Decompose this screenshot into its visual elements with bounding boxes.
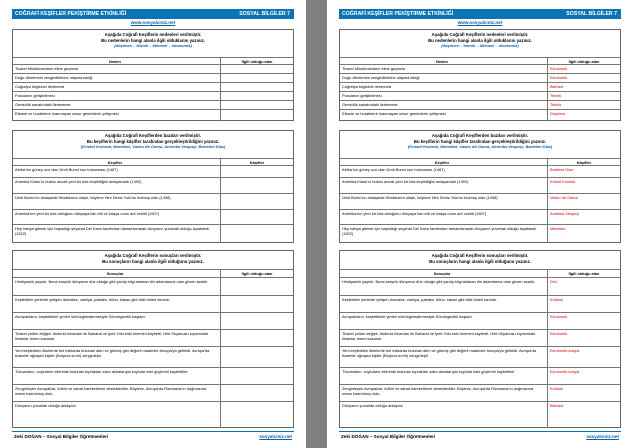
- answer-text: Ekonomik: [550, 331, 568, 336]
- table-row: Tüccarların, soyluların ellerinde bulunan toprakları satın almalarıyla soylular eski güçlerini kaybettiler.: [13, 367, 293, 384]
- section-instruction: Bu keşiflerin hangi kâşifler tarafından gerçekleştirildiğini yazınız.: [86, 139, 220, 145]
- footer-site-link[interactable]: sosyalciniz.net: [259, 434, 292, 439]
- section-hint: (düşünce – teknik – bilimsel – ekonomik): [441, 43, 519, 49]
- worksheet-page-blank: [0, 0, 306, 448]
- answer-text: Ekonomik: [550, 314, 568, 319]
- section-causes: [12, 29, 294, 121]
- section-instruction: Bu sonuçların hangi alanla ilgili olduğunu yazınız.: [429, 259, 531, 265]
- section-instruction: Bu nedenlerin hangi alanla ilgili olduklarını yazınız.: [428, 38, 532, 44]
- answer-text: Bilimsel: [550, 403, 564, 408]
- section-hint: (Kristof Kolomb, Macellan, Vasko dö Gama, Amerika Vespuçi, Bartelmi Diaz): [407, 144, 553, 150]
- table-row: Efsane ve hurafelere inanmayan cesur gemicilerin yetişmesi: [13, 109, 293, 121]
- table-row: Hep batıya gitmek için başlattığı seyahat Del Kano tarafından tamamlanarak dünyanın yuvarlak olduğu ispatlandı (1522) Macellan: [340, 224, 620, 243]
- section-instruction: Bu sonuçların hangi alanla ilgili olduğunu yazınız.: [102, 259, 204, 265]
- table-header: Keşifler Kâşifler: [13, 158, 293, 165]
- answer-text: Ekonomik: [550, 75, 568, 80]
- table-row: Pusulanın geliştirilmesi: [13, 91, 293, 100]
- header-subject: SOSYAL BİLGİLER 7: [239, 11, 290, 17]
- table-row: Dünyanın yuvarlak olduğu anlaşıldı.: [13, 401, 293, 428]
- table-row: Hristiyanlık yayıldı. Buna karşılık dünyanın düz olduğu gibi yanlış bilgi aktaran din adamlarına olan güven azaldı.: [13, 277, 293, 295]
- page-footer: [339, 431, 621, 441]
- column-divider: [220, 158, 221, 243]
- table-row: Zenginleşen Avrupalılar, kültür ve sanat hareketlerini desteklediler. Böylece, Avrupa'da Rönesans'ın doğmasına ortam hazırlamış oldu.: [13, 384, 293, 401]
- section-explorers: [339, 130, 621, 243]
- section-causes: [339, 29, 621, 121]
- section-hint: (Kristof Kolomb, Macellan, Vasko dö Gama, Amerika Vespuçi, Bartelmi Diaz): [80, 144, 226, 150]
- column-divider: [220, 269, 221, 428]
- table-header: Sonuçlar İlgili olduğu alan: [13, 269, 293, 277]
- section-instruction: Bu keşiflerin hangi kâşifler tarafından gerçekleştirildiğini yazınız.: [413, 139, 547, 145]
- section-title: Aşağıda Coğrafi Keşiflerin nedenleri verilmiştir.: [104, 31, 202, 37]
- table-row: Ümit Burnu'nu dolaşarak Hindistan'a ulaştı, böylece Hint Deniz Yolu'nu bulmuş oldu (1498) Vasko dö Gama: [340, 193, 620, 209]
- column-divider: [547, 158, 548, 243]
- table-row: Ticaret yolları değişti. Akdeniz limanları ile Baharat ve İpek Yolu eski önemini kaybetti, Hint Okyanusu kıyısındaki limanlar önem kazandı.: [13, 329, 293, 346]
- table-row: Gemicilik sanatındaki ilerlemeler Teknik: [340, 100, 620, 109]
- table-row: Doğu ülkelerinin zenginliklerine ulaşma isteği Ekonomik: [340, 73, 620, 82]
- section-title: Aşağıda Coğrafi Keşiflerin sonuçları verilmiştir.: [431, 252, 529, 258]
- table-row: Ticaret yolları değişti. Akdeniz limanları ile Baharat ve İpek Yolu eski önemini kaybetti, Hint Okyanusu kıyısındaki limanlar önem kazandı. Ekonomik: [340, 329, 620, 346]
- table-row: Yeni keşfedilen ülkelerde bol miktarda bulunan altın ve gümüş gibi değerli madenler Avrupa'ya getirildi. Avrupa'da ticaretle uğraşan kişiler (Burjuva sınıfı) zenginleşti.: [13, 346, 293, 367]
- table-row: Keşfedilen yerlerde yetişen domates, vanilya, patates, tütün, kakao gibi bitki türleri tanındı.: [13, 295, 293, 312]
- section-hint: (düşünce – teknik – bilimsel – ekonomik): [114, 43, 192, 49]
- answer-text: Teknik: [550, 102, 562, 107]
- table-row: Amerika'nın yeni bir kıta olduğunu dünyaya ilan etti ve kıtaya onun adı verildi (1507): [13, 209, 293, 224]
- table-row: Avrupalıların, keşfettikleri yerleri sömürgeleştirmesiyle Sömürgecilik başladı. Ekonomik: [340, 312, 620, 329]
- table-header: Neden İlgili olduğu alan: [13, 57, 293, 64]
- answer-text: Teknik: [550, 93, 562, 98]
- table-row: Keşfedilen yerlerde yetişen domates, vanilya, patates, tütün, kakao gibi bitki türleri tanındı. Kültürel: [340, 295, 620, 312]
- table-row: Coğrafya bilgisinin ilerlemesi Bilimsel: [340, 82, 620, 91]
- answer-text: Macellan: [550, 226, 566, 231]
- table-row: Ticaret Müslümanların eline geçmesi Ekonomik: [340, 64, 620, 73]
- table-header: Neden İlgili olduğu alan: [340, 57, 620, 64]
- table-header: Sonuçlar İlgili olduğu alan: [340, 269, 620, 277]
- answer-text: Amerika Vespuçi: [550, 211, 579, 216]
- page-header: [12, 9, 294, 19]
- answer-text: Kristof Kolomb: [550, 179, 576, 184]
- table-row: Amerika Kıtası'nı bulduı ancak yeni bir kıta keşfettiğini anlayamadı (1492) Kristof Kolomb: [340, 177, 620, 193]
- site-link[interactable]: www.sosyalciniz.net: [457, 20, 503, 25]
- table-row: Dünyanın yuvarlak olduğu anlaşıldı. Bilimsel: [340, 401, 620, 428]
- table-row: Amerika'nın yeni bir kıta olduğunu dünyaya ilan etti ve kıtaya onun adı verildi (1507) Amerika Vespuçi: [340, 209, 620, 224]
- answer-text: Kültürel: [550, 297, 564, 302]
- footer-author: Zeki DOĞAN – Sosyal Bilgiler Öğretmenleri: [341, 434, 436, 439]
- answer-text: Düşünce: [550, 111, 566, 116]
- page-header: [339, 9, 621, 19]
- header-subject: SOSYAL BİLGİLER 7: [566, 11, 617, 17]
- header-title: COĞRAFİ KEŞİFLER PEKİŞTİRME ETKİNLİĞİ: [15, 11, 127, 17]
- footer-site-link[interactable]: sosyalciniz.net: [586, 434, 619, 439]
- section-title: Aşağıda Coğrafi Keşiflerden bazıları verilmiştir.: [431, 132, 529, 138]
- answer-text: Bartelmi Diaz: [550, 167, 574, 172]
- table-row: Coğrafya bilgisinin ilerlemesi: [13, 82, 293, 91]
- section-title: Aşağıda Coğrafi Keşiflerin sonuçları verilmiştir.: [104, 252, 202, 258]
- table-row: Doğu ülkelerinin zenginliklerine ulaşma isteği: [13, 73, 293, 82]
- section-title: Aşağıda Coğrafi Keşiflerin nedenleri verilmiştir.: [431, 31, 529, 37]
- answer-text: Kültürel: [550, 386, 564, 391]
- header-title: COĞRAFİ KEŞİFLER PEKİŞTİRME ETKİNLİĞİ: [342, 11, 454, 17]
- table-row: Pusulanın geliştirilmesi Teknik: [340, 91, 620, 100]
- column-divider: [220, 57, 221, 121]
- answer-text: Ekonomik-sosyal: [550, 369, 580, 374]
- table-header: Keşifler Kâşifler: [340, 158, 620, 165]
- footer-author: Zeki DOĞAN – Sosyal Bilgiler Öğretmenleri: [14, 434, 109, 439]
- table-row: Tüccarların, soyluların ellerinde bulunan toprakları satın almalarıyla soylular eski güçlerini kaybettiler. Ekonomik-sosyal: [340, 367, 620, 384]
- page-footer: [12, 431, 294, 441]
- table-row: Afrika'nın güney ucu olan Ümit Burnu'nun bulunması (1487): [13, 165, 293, 177]
- table-row: Yeni keşfedilen ülkelerde bol miktarda bulunan altın ve gümüş gibi değerli madenler Avrupa'ya getirildi. Avrupa'da ticaretle uğraşan kişiler (Burjuva sınıfı) zenginleşti. Ekonomik-sosyal: [340, 346, 620, 367]
- answer-text: Vasko dö Gama: [550, 195, 578, 200]
- section-results: [339, 250, 621, 428]
- table-row: Zenginleşen Avrupalılar, kültür ve sanat hareketlerini desteklediler. Böylece, Avrupa'da Rönesans'ın doğmasına ortam hazırlamış oldu. Kültürel: [340, 384, 620, 401]
- table-row: Gemicilik sanatındaki ilerlemeler: [13, 100, 293, 109]
- answer-text: Dini: [550, 279, 557, 284]
- table-row: Ümit Burnu'nu dolaşarak Hindistan'a ulaştı, böylece Hint Deniz Yolu'nu bulmuş oldu (1498): [13, 193, 293, 209]
- table-row: Avrupalıların, keşfettikleri yerleri sömürgeleştirmesiyle Sömürgecilik başladı.: [13, 312, 293, 329]
- section-explorers: [12, 130, 294, 243]
- section-title: Aşağıda Coğrafi Keşiflerden bazıları verilmiştir.: [104, 132, 202, 138]
- answer-text: Ekonomik-sosyal: [550, 348, 580, 353]
- worksheet-page-answers: [327, 0, 633, 448]
- table-row: Hristiyanlık yayıldı. Buna karşılık dünyanın düz olduğu gibi yanlış bilgi aktaran din adamlarına olan güven azaldı. Dini: [340, 277, 620, 295]
- table-row: Hep batıya gitmek için başlattığı seyahat Del Kano tarafından tamamlanarak dünyanın yuvarlak olduğu ispatlandı (1522): [13, 224, 293, 243]
- table-row: Afrika'nın güney ucu olan Ümit Burnu'nun bulunması (1487) Bartelmi Diaz: [340, 165, 620, 177]
- section-instruction: Bu nedenlerin hangi alanla ilgili olduklarını yazınız.: [101, 38, 205, 44]
- answer-text: Ekonomik: [550, 66, 568, 71]
- column-divider: [547, 269, 548, 428]
- table-row: Ticaret Müslümanların eline geçmesi: [13, 64, 293, 73]
- table-row: Efsane ve hurafelere inanmayan cesur gemicilerin yetişmesi Düşünce: [340, 109, 620, 121]
- column-divider: [547, 57, 548, 121]
- table-row: Amerika Kıtası'nı bulduı ancak yeni bir kıta keşfettiğini anlayamadı (1492): [13, 177, 293, 193]
- section-results: [12, 250, 294, 428]
- site-link[interactable]: www.sosyalciniz.net: [130, 20, 176, 25]
- answer-text: Bilimsel: [550, 84, 564, 89]
